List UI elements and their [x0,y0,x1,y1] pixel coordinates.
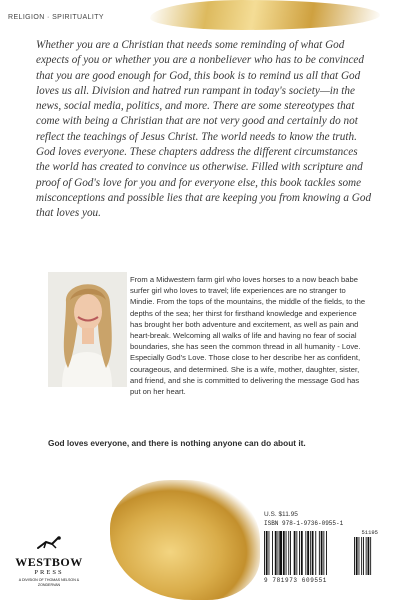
barcode-addon-number: 51195 [361,529,378,536]
barcode-panel [262,520,380,586]
tagline: God loves everyone, and there is nothing anyone can do about it. [48,438,306,448]
barcode-number: 9 781973 609551 [264,577,328,584]
publisher-logo [14,536,84,587]
price-label: U.S. $11.95 [264,511,298,518]
isbn-text: ISBN 978-1-9736-0955-1 [264,520,344,527]
barcode-icon [262,529,380,575]
runner-figure-icon [34,536,64,550]
gold-paint-stroke-bottom [110,480,260,600]
book-description: Whether you are a Christian that needs some reminding of what God expects of you or whether you are a nonbeliever who has to be convinced that you are good enough for God, this book is to remind us all that God loves us all. Division and hatred run rampant in today's society—in the news, social media, politics, and more. There are some stereotypes that come with being a Christian that are not very good and certainly do not reflect the teachings of Jesus Christ. The world needs to know the truth. God loves everyone. These chapters address the different circumstances the world has created to convince us otherwise. Filled with scripture and proof of God's love for you and for everyone else, this book tackles some misconceptions and possible lies that are keeping you from knowing a God that loves you. [36,39,372,220]
author-photo [48,272,127,387]
publisher-name: WESTBOW [15,555,83,569]
category-label: RELIGION · SPIRITUALITY [8,14,104,21]
author-portrait-image [48,272,127,387]
publisher-division: A DIVISION OF THOMAS NELSON & ZONDERVAN [18,578,80,587]
gold-paint-stroke-top [150,0,380,30]
author-bio: From a Midwestern farm girl who loves horses to a now beach babe surfer girl who loves to travel; life experiences are no stranger to Mindie. From the tops of the mountains, the middle of the fields, to the depths of the sea; her thirst for firsthand knowledge and experience has brought her both adventure and excitement, as well as pain and heart-break. Welcoming all walks of life and having no fear of social boundaries, she has seen the common thread in all humanity - Love. Especially God's Love. Those close to her describe her as confident, courageous, and determined. She is a wife, mother, daughter, sister, and friend, and she is committed to delivering the message God has put on her heart. [130,275,366,397]
publisher-press: PRESS [34,569,64,576]
